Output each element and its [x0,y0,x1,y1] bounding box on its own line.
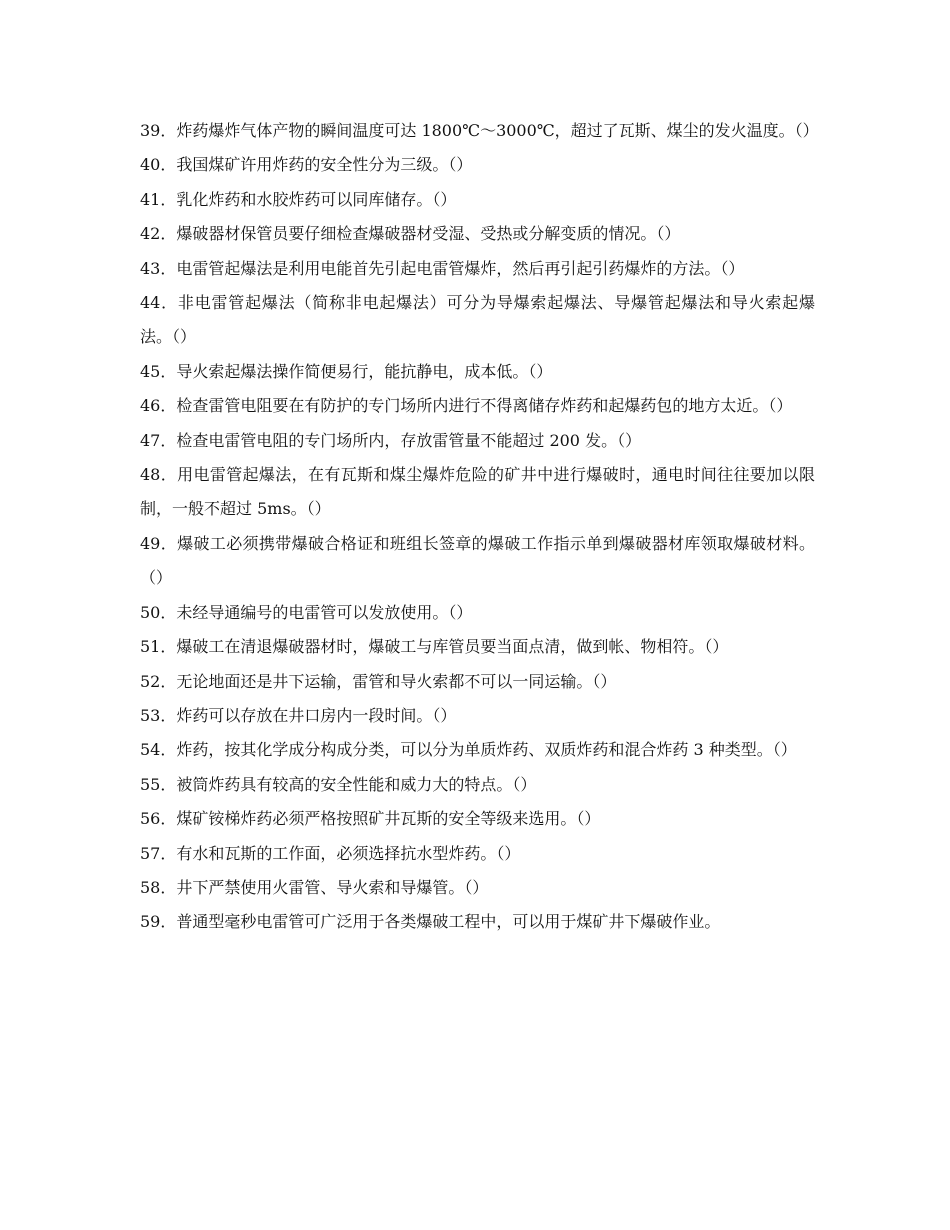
question-42: 42．爆破器材保管员要仔细检查爆破器材受湿、受热或分解变质的情况。（） [140,224,681,244]
question-48: 48．用电雷管起爆法，在有瓦斯和煤尘爆炸危险的矿井中进行爆破时，通电时间往往要加以限制，一般不超过 5ms。（） [140,465,815,519]
question-50: 50．未经导通编号的电雷管可以发放使用。（） [140,602,473,622]
question-51: 51．爆破工在清退爆破器材时，爆破工与库管员要当面点清，做到帐、物相符。（） [140,637,729,657]
question-57: 57．有水和瓦斯的工作面，必须选择抗水型炸药。（） [140,843,521,863]
question-55: 55．被筒炸药具有较高的安全性能和威力大的特点。（） [140,774,537,794]
question-40: 40．我国煤矿许用炸药的安全性分为三级。（） [140,155,473,175]
question-52: 52．无论地面还是井下运输，雷管和导火索都不可以一同运输。（） [140,671,617,691]
question-49: 49．爆破工必须携带爆破合格证和班组长签章的爆破工作指示单到爆破器材库领取爆破材料。（） [140,533,815,588]
question-list [140,114,819,940]
question-53: 53．炸药可以存放在井口房内一段时间。（） [140,705,457,725]
question-46: 46．检查雷管电阻要在有防护的专门场所内进行不得离储存炸药和起爆药包的地方太近。（） [140,396,793,416]
question-44: 44．非电雷管起爆法（简称非电起爆法）可分为导爆索起爆法、导爆管起爆法和导火索起爆法。（） [140,293,815,347]
question-45: 45．导火索起爆法操作简便易行，能抗静电，成本低。（） [140,361,553,381]
question-43: 43．电雷管起爆法是利用电能首先引起电雷管爆炸，然后再引起引药爆炸的方法。（） [140,258,745,278]
question-59: 59．普通型毫秒电雷管可广泛用于各类爆破工程中，可以用于煤矿井下爆破作业。 [140,912,721,932]
question-56: 56．煤矿铵梯炸药必须严格按照矿井瓦斯的安全等级来选用。（） [140,809,601,829]
question-54: 54．炸药，按其化学成分构成分类，可以分为单质炸药、双质炸药和混合炸药 3 种类型。（） [140,740,797,760]
question-41: 41．乳化炸药和水胶炸药可以同库储存。（） [140,189,457,209]
question-58: 58．井下严禁使用火雷管、导火索和导爆管。（） [140,877,489,897]
question-47: 47．检查电雷管电阻的专门场所内，存放雷管量不能超过 200 发。（） [140,430,642,450]
question-39: 39．炸药爆炸气体产物的瞬间温度可达 1800℃～3000℃，超过了瓦斯、煤尘的发火温度。（） [140,121,819,140]
